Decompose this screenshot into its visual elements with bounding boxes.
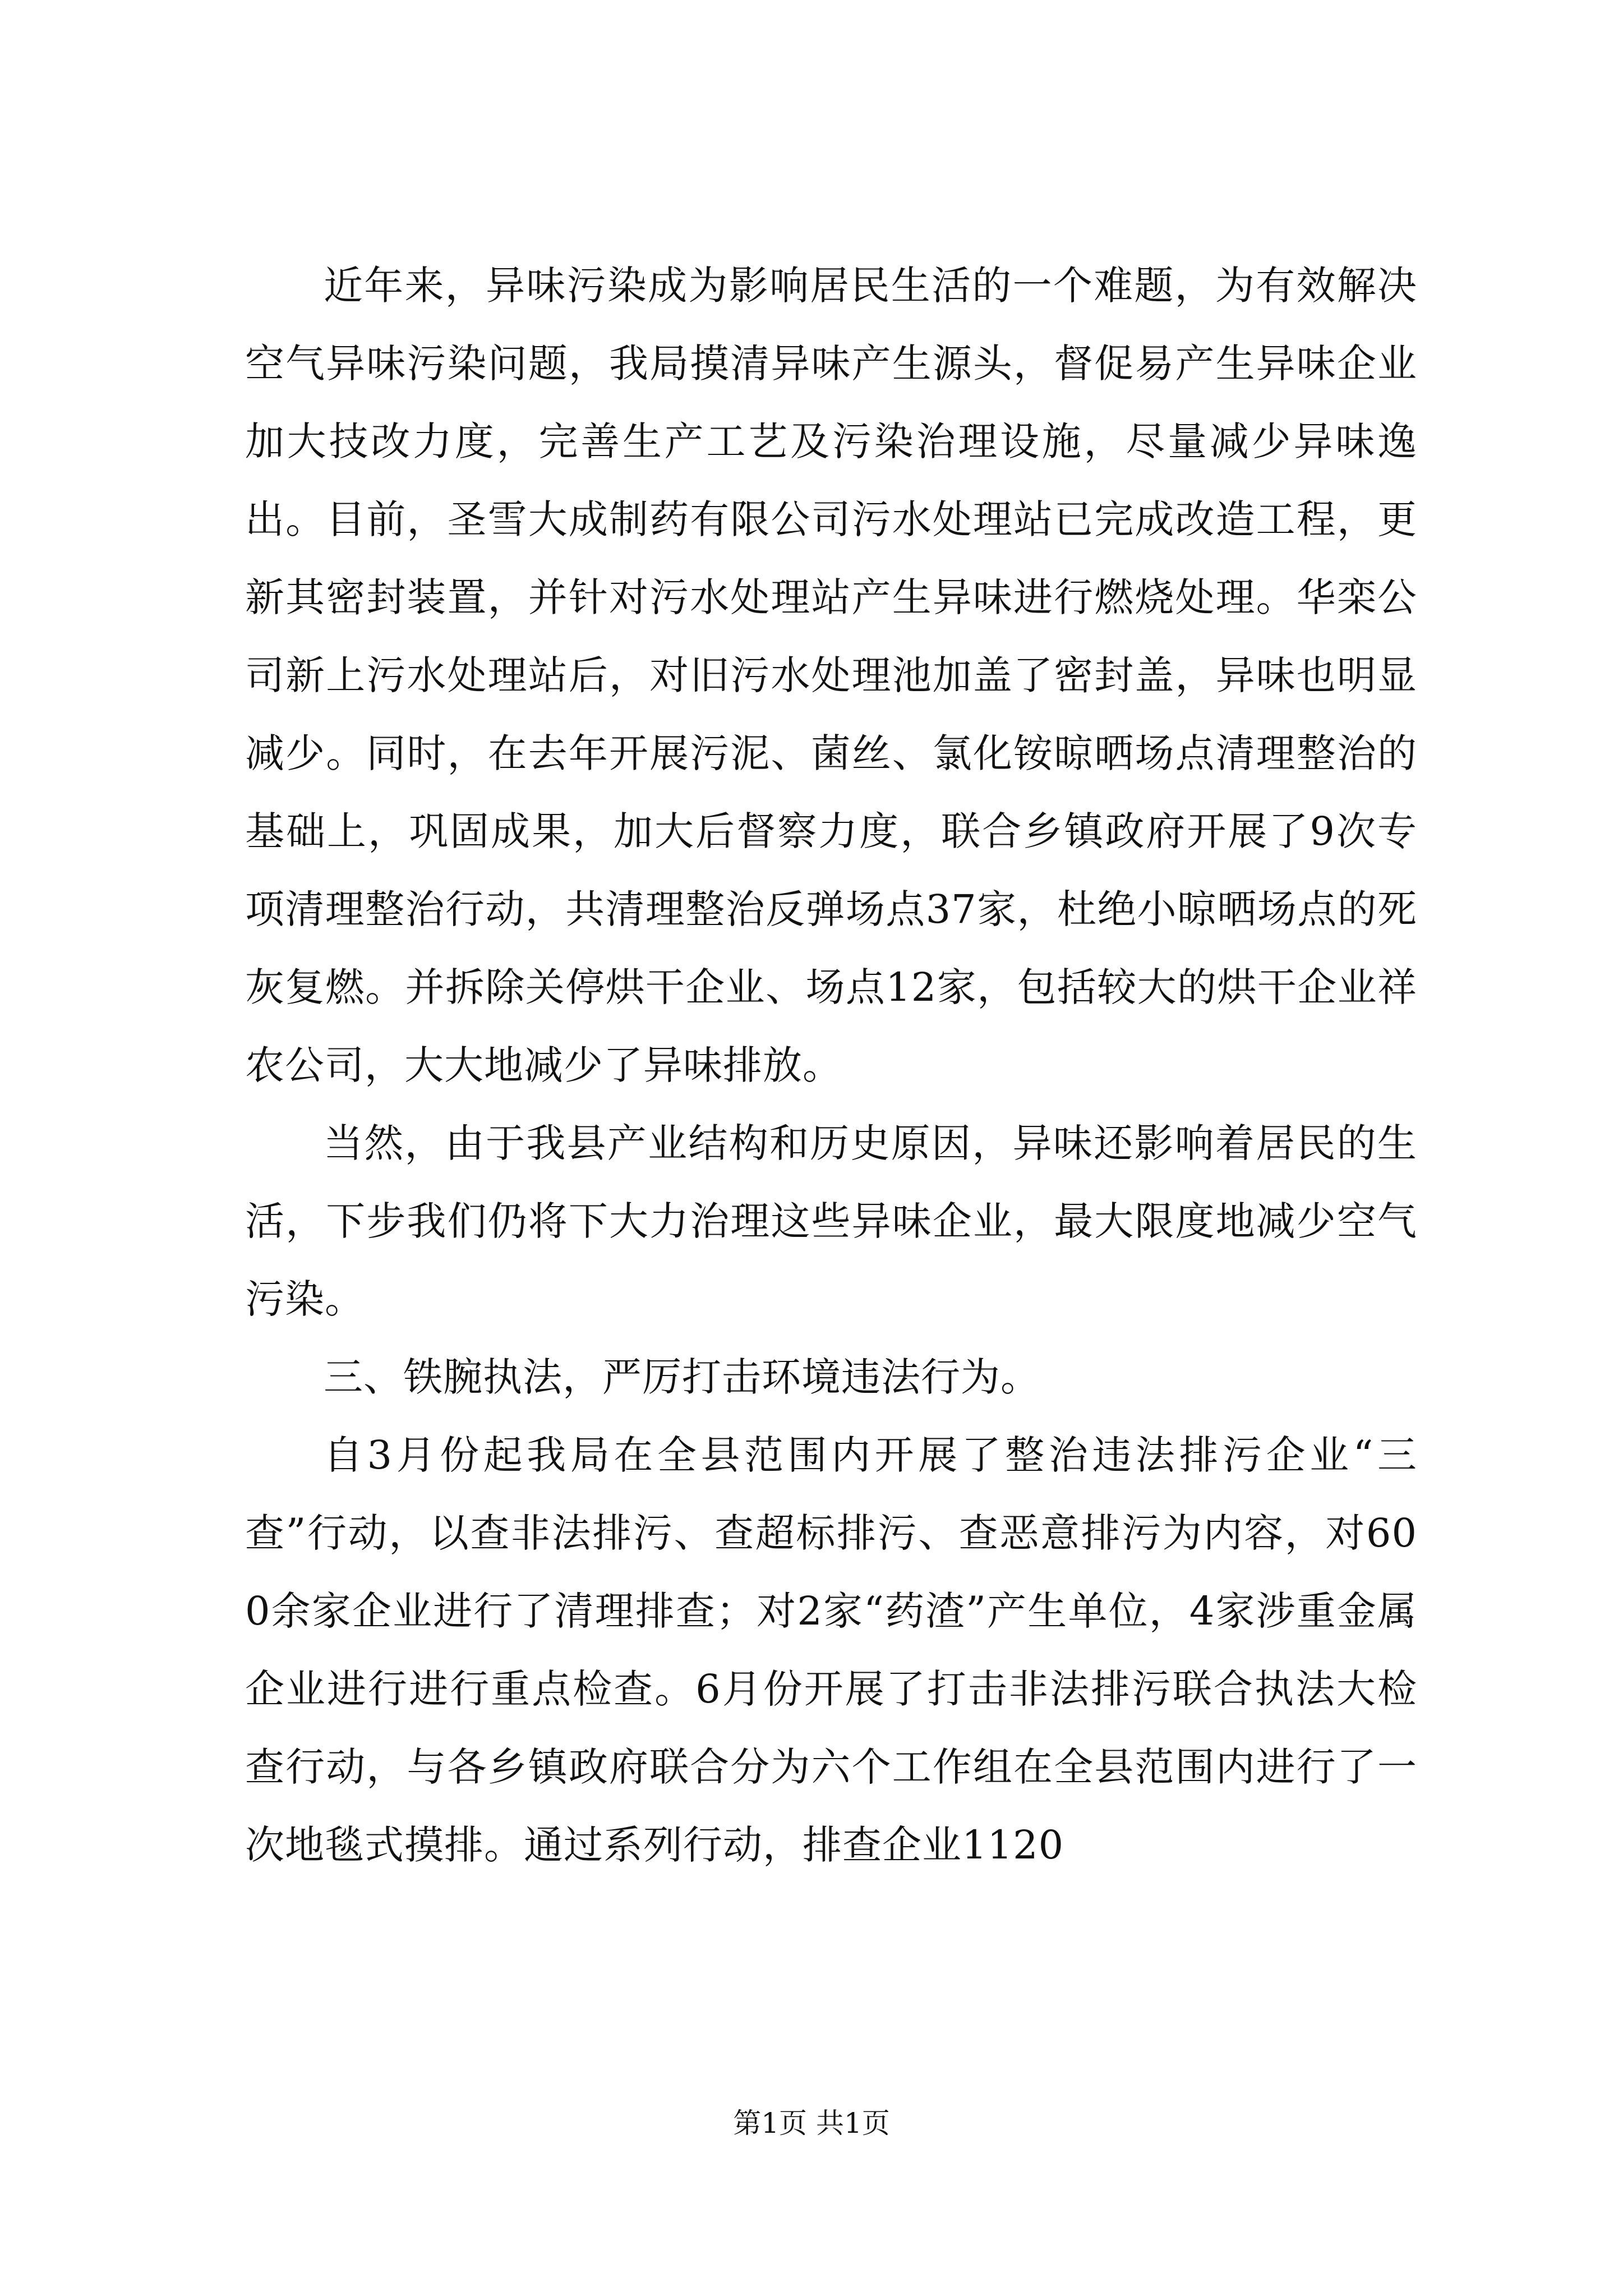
section-heading-enforcement: 三、铁腕执法，严厉打击环境违法行为。 xyxy=(324,1354,1040,1400)
document-body xyxy=(245,247,1417,1884)
paragraph-odor-pollution: 近年来，异味污染成为影响居民生活的一个难题，为有效解决空气异味污染问题，我局摸清异味产生源头，督促易产生异味企业加大技改力度，完善生产工艺及污染治理设施，尽量减少异味逸出。目前，圣雪大成制药有限公司污水处理站已完成改造工程，更新其密封装置，并针对污水处理站产生异味进行燃烧处理。华栾公司新上污水处理站后，对旧污水处理池加盖了密封盖，异味也明显减少。同时，在去年开展污泥、菌丝、氯化铵晾晒场点清理整治的基础上，巩固成果，加大后督察力度，联合乡镇政府开展了9次专项清理整治行动，共清理整治反弹场点37家，杜绝小晾晒场点的死灰复燃。并拆除关停烘干企业、场点12家，包括较大的烘干企业祥农公司，大大地减少了异味排放。 xyxy=(245,263,1417,1088)
paragraph-industry-structure: 当然，由于我县产业结构和历史原因，异味还影响着居民的生活，下步我们仍将下大力治理这些异味企业，最大限度地减少空气污染。 xyxy=(245,1120,1417,1322)
paragraph-enforcement-actions: 自3月份起我局在全县范围内开展了整治违法排污企业“三查”行动，以查非法排污、查超标排污、查恶意排污为内容，对600余家企业进行了清理排查；对2家“药渣”产生单位，4家涉重金属企业进行进行重点检查。6月份开展了打击非法排污联合执法大检查行动，与各乡镇政府联合分为六个工作组在全县范围内进行了一次地毯式摸排。通过系列行动，排查企业1120 xyxy=(245,1432,1417,1868)
page-footer: 第1页 共1页 xyxy=(733,2107,890,2139)
